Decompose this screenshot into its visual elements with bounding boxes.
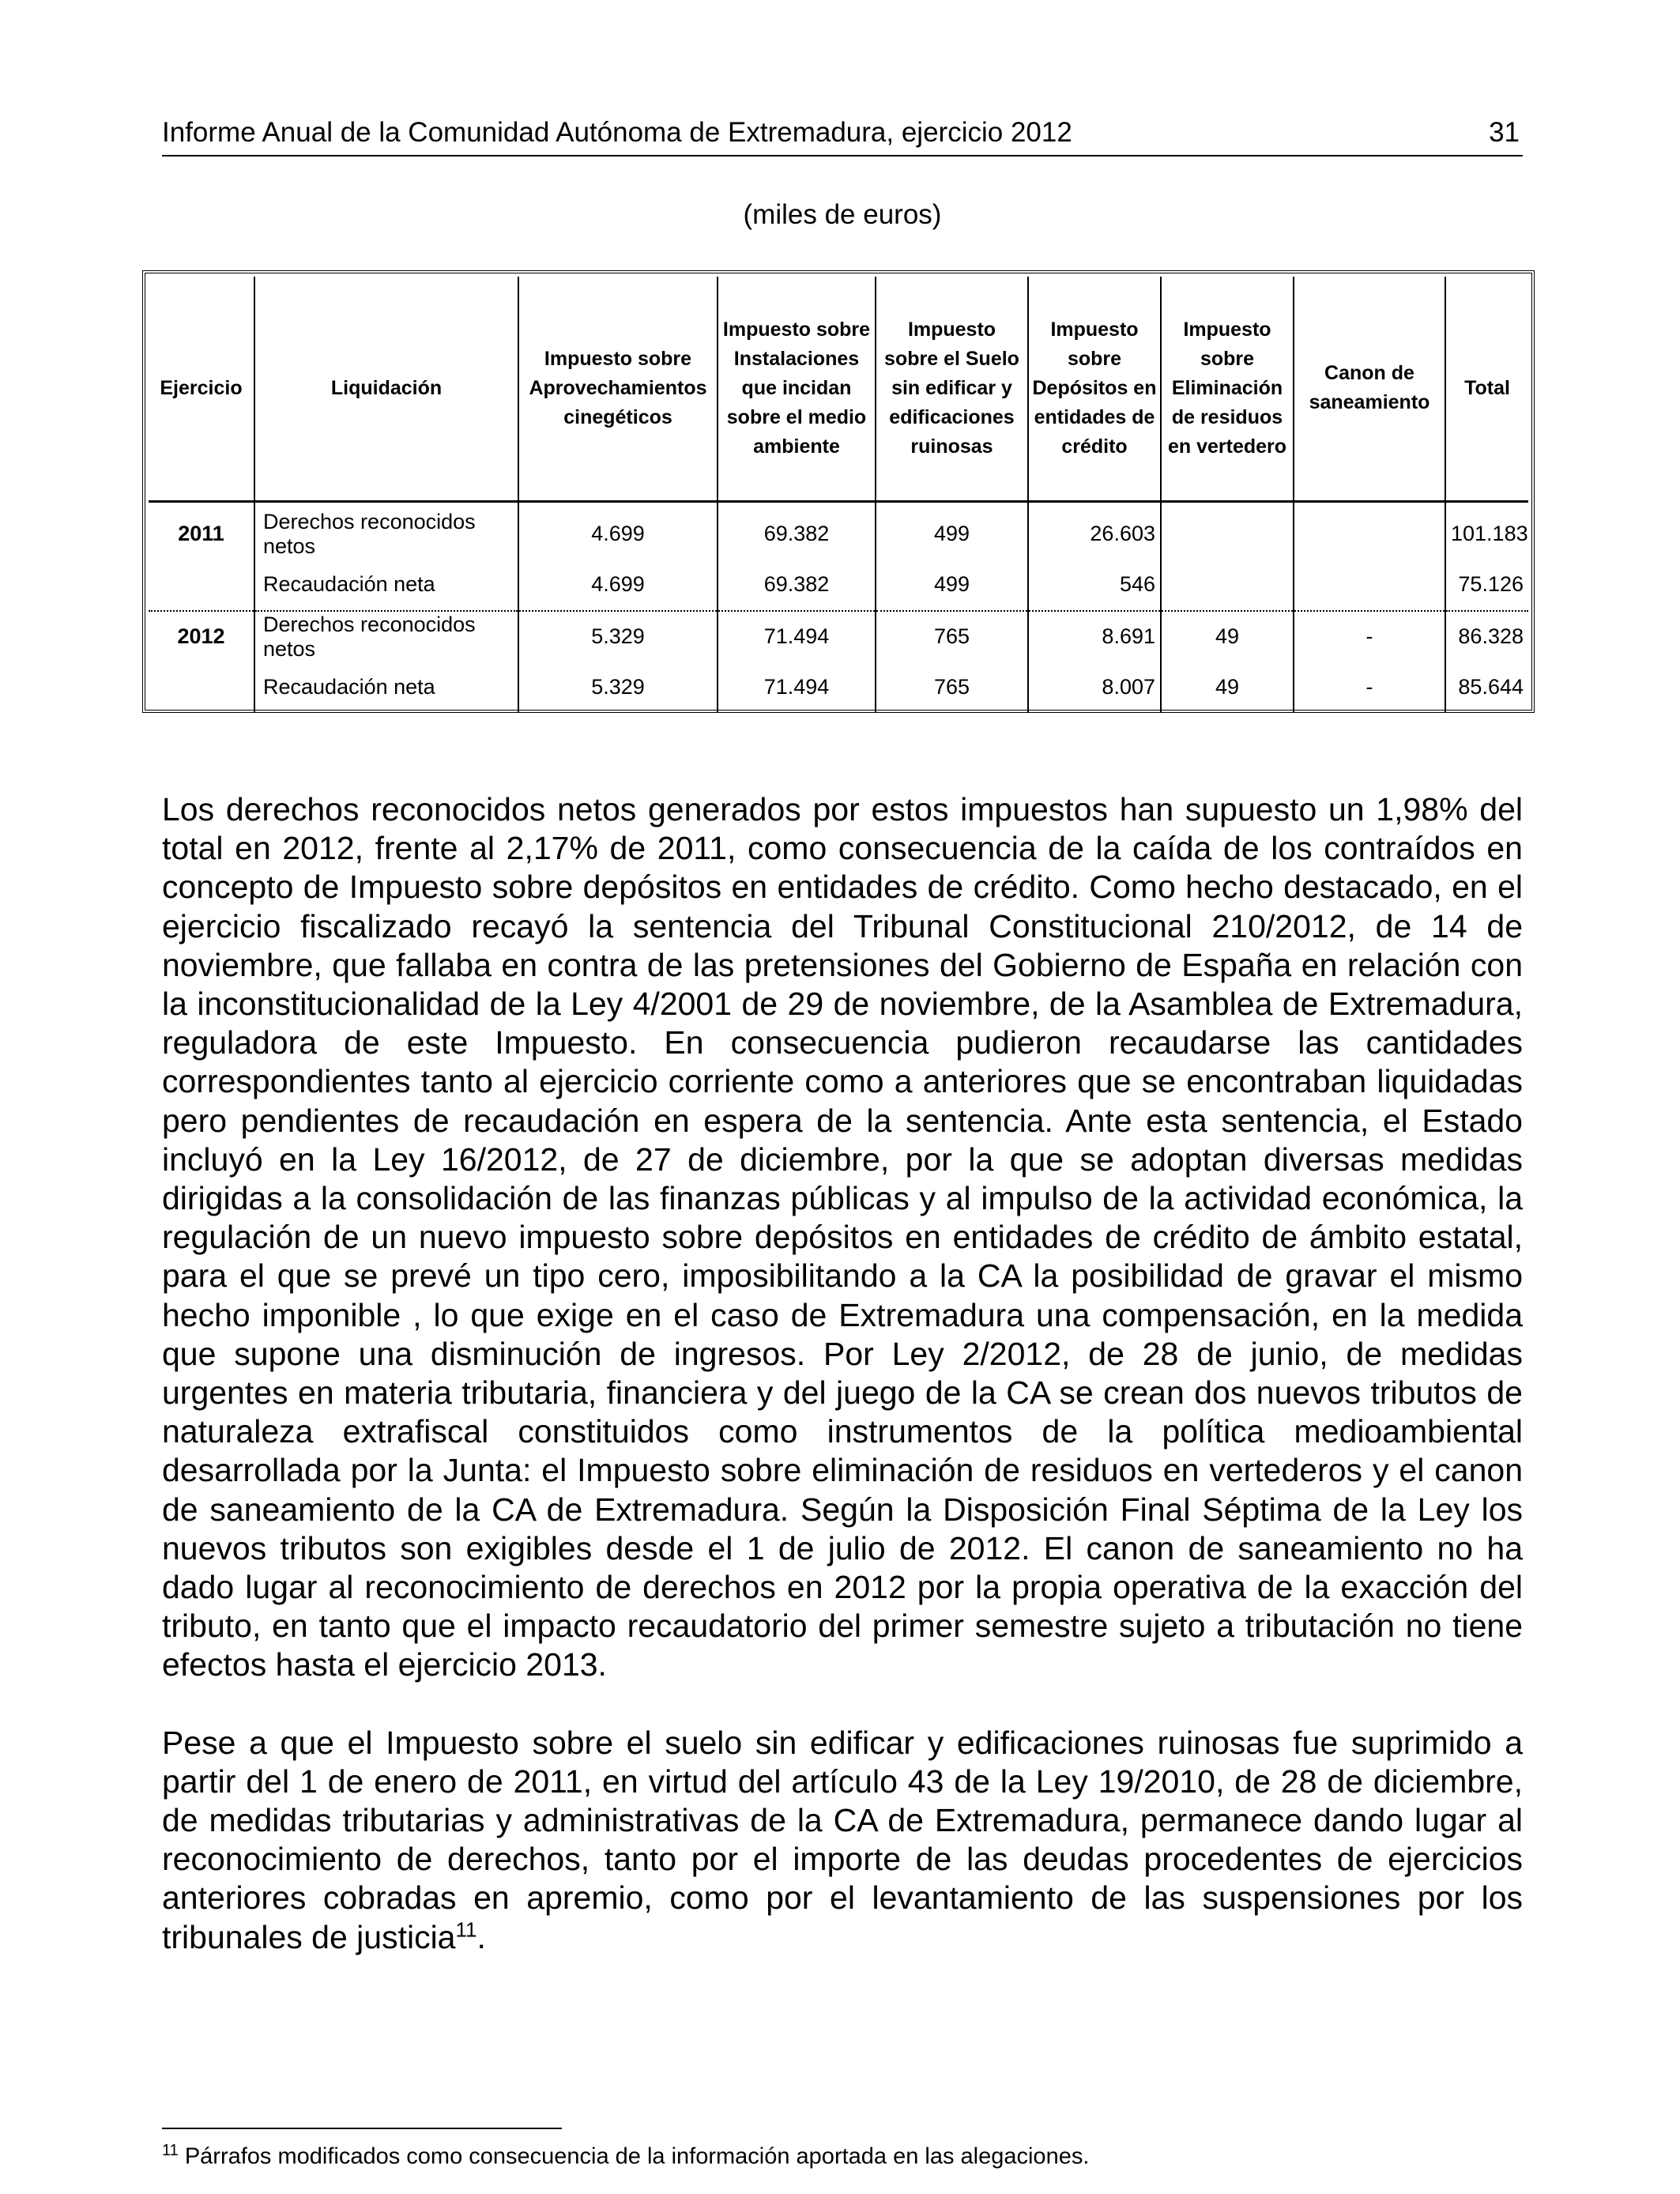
col-header: Ejercicio: [149, 277, 254, 501]
value-cell: 8.691: [1028, 611, 1161, 662]
table-header-row: [149, 277, 1528, 501]
col-header: Total: [1445, 277, 1528, 501]
col-header: Canon de saneamiento: [1294, 277, 1445, 501]
label-cell: Derechos reconocidos netos: [254, 611, 518, 662]
year-cell: [149, 560, 254, 611]
label-cell: Derechos reconocidos netos: [254, 501, 518, 560]
paragraph-end: .: [477, 1918, 486, 1955]
value-cell: [1161, 560, 1294, 611]
footnote-number: 11: [162, 2142, 179, 2159]
revenue-table: [149, 277, 1528, 713]
value-cell: 5.329: [518, 611, 718, 662]
value-cell: 49: [1161, 662, 1294, 713]
label-cell: Recaudación neta: [254, 560, 518, 611]
value-cell: 499: [876, 560, 1028, 611]
col-header: Impuesto sobre Instalaciones que incidan sobre el medio ambiente: [718, 277, 876, 501]
value-cell: 8.007: [1028, 662, 1161, 713]
total-cell: 75.126: [1445, 560, 1528, 611]
value-cell: 4.699: [518, 560, 718, 611]
footnote: [162, 2142, 1089, 2170]
value-cell: [1161, 501, 1294, 560]
total-cell: 86.328: [1445, 611, 1528, 662]
table-row: [149, 501, 1528, 560]
document-title: Informe Anual de la Comunidad Autónoma de Extremadura, ejercicio 2012: [162, 117, 1072, 148]
col-header: Impuesto sobre Depósitos en entidades de crédito: [1028, 277, 1161, 501]
value-cell: 49: [1161, 611, 1294, 662]
value-cell: [1294, 501, 1445, 560]
col-header: Impuesto sobre Aprovechamientos cinegéticos: [518, 277, 718, 501]
total-cell: 101.183: [1445, 501, 1528, 560]
value-cell: 4.699: [518, 501, 718, 560]
col-header: Liquidación: [254, 277, 518, 501]
col-header: Impuesto sobre Eliminación de residuos en vertedero: [1161, 277, 1294, 501]
paragraph: Los derechos reconocidos netos generados por estos impuestos han supuesto un 1,98% del total en 2012, frente al 2,17% de 2011, como consecuencia de la caída de los contraídos en concepto de Impuesto sobre depósitos en entidades de crédito. Como hecho destacado, en el ejercicio fiscalizado recayó la sentencia del Tribunal Constitucional 210/2012, de 14 de noviembre, que fallaba en contra de las pretensiones del Gobierno de España en relación con la inconstitucionalidad de la Ley 4/2001 de 29 de noviembre, de la Asamblea de Extremadura, reguladora de este Impuesto. En consecuencia pudieron recaudarse las cantidades correspondientes tanto al ejercicio corriente como a anteriores que se encontraban liquidadas pero pendientes de recaudación en espera de la sentencia. Ante esta sentencia, el Estado incluyó en la Ley 16/2012, de 27 de diciembre, por la que se adoptan diversas medidas dirigidas a la consolidación de las finanzas públicas y al impulso de la actividad económica, la regulación de un nuevo impuesto sobre depósitos en entidades de crédito de ámbito estatal, para el que se prevé un tipo cero, imposibilitando a la CA la posibilidad de gravar el mismo hecho imponible , lo que exige en el caso de Extremadura una compensación, en la medida que supone una disminución de ingresos. Por Ley 2/2012, de 28 de junio, de medidas urgentes en materia tributaria, financiera y del juego de la CA se crean dos nuevos tributos de naturaleza extrafiscal constituidos como instrumentos de la política medioambiental desarrollada por la Junta: el Impuesto sobre eliminación de residuos en vertederos y el canon de saneamiento de la CA de Extremadura. Según la Disposición Final Séptima de la Ley los nuevos tributos son exigibles desde el 1 de julio de 2012. El canon de saneamiento no ha dado lugar al reconocimiento de derechos en 2012 por la propia operativa de la exacción del tributo, en tanto que el impacto recaudatorio del primer semestre sujeto a tributación no tiene efectos hasta el ejercicio 2013.: [162, 791, 1523, 1683]
value-cell: 26.603: [1028, 501, 1161, 560]
value-cell: 71.494: [718, 611, 876, 662]
footnote-text: Párrafos modificados como consecuencia de la información aportada en las alegaciones.: [184, 2143, 1090, 2169]
paragraph-text: Pese a que el Impuesto sobre el suelo sin edificar y edificaciones ruinosas fue suprimido a partir del 1 de enero de 2011, en virtud del artículo 43 de la Ley 19/2010, de 28 de diciembre, de medidas tributarias y administrativas de la CA de Extremadura, permanece dando lugar al reconocimiento de derechos, tanto por el importe de las deudas procedentes de ejercicios anteriores cobradas en apremio, como por el levantamiento de las suspensiones por los tribunales de justicia: [162, 1724, 1523, 1955]
value-cell: -: [1294, 611, 1445, 662]
revenue-table-frame: [142, 270, 1535, 713]
body-text: [162, 790, 1523, 1996]
table-units: (miles de euros): [743, 199, 942, 230]
value-cell: 499: [876, 501, 1028, 560]
value-cell: -: [1294, 662, 1445, 713]
total-cell: 85.644: [1445, 662, 1528, 713]
value-cell: 69.382: [718, 560, 876, 611]
value-cell: [1294, 560, 1445, 611]
value-cell: 69.382: [718, 501, 876, 560]
value-cell: 71.494: [718, 662, 876, 713]
label-cell: Recaudación neta: [254, 662, 518, 713]
year-cell: [149, 662, 254, 713]
table-row: [149, 662, 1528, 713]
value-cell: 765: [876, 611, 1028, 662]
footnote-reference[interactable]: 11: [455, 1917, 477, 1942]
year-cell: 2012: [149, 611, 254, 662]
year-cell: 2011: [178, 522, 224, 545]
table-row: [149, 611, 1528, 662]
value-cell: 5.329: [518, 662, 718, 713]
footnote-divider: [162, 2128, 562, 2129]
page-header: [162, 117, 1523, 156]
paragraph: [162, 1724, 1523, 1957]
col-header: Impuesto sobre el Suelo sin edificar y edificaciones ruinosas: [876, 277, 1028, 501]
page-number: 31: [1489, 117, 1520, 148]
value-cell: 546: [1028, 560, 1161, 611]
table-row: [149, 560, 1528, 611]
value-cell: 765: [876, 662, 1028, 713]
